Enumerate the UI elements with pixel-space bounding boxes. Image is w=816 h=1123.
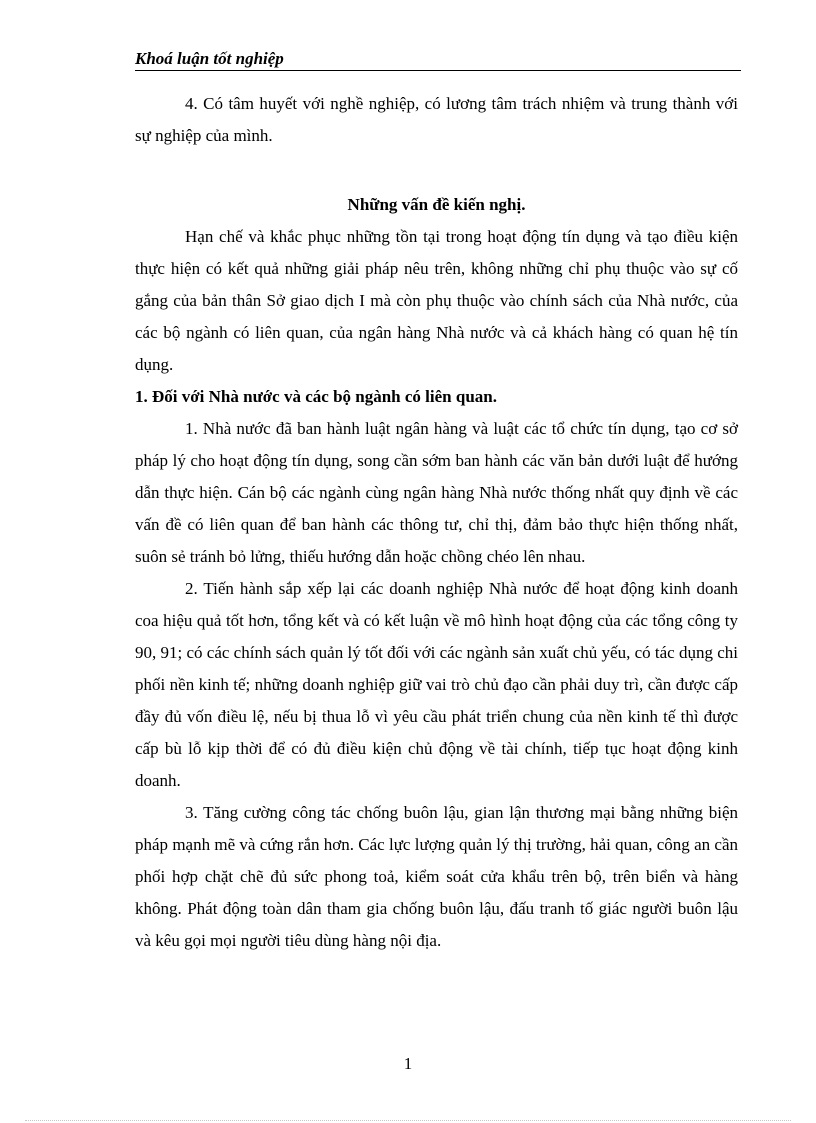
spacer [135,152,738,183]
paragraph-item-1: 1. Nhà nước đã ban hành luật ngân hàng và luật các tổ chức tín dụng, tạo cơ sở pháp lý cho hoạt động tín dụng, song cần sớm ban hành các văn bản dưới luật để hướng dẫn thực hiện. Cán bộ các ngành cùng ngân hàng Nhà nước thống nhất quy định về các vấn đề có liên quan để ban hành các thông tư, chỉ thị, đảm bảo thực hiện thống nhất, suôn sẻ tránh bỏ lửng, thiếu hướng dẫn hoặc chồng chéo lên nhau. [135,419,738,566]
page-number: 1 [403,1054,413,1073]
paragraph-item-3: 3. Tăng cường công tác chống buôn lậu, gian lận thương mại bằng những biện pháp mạnh mẽ và cứng rắn hơn. Các lực lượng quản lý thị trường, hải quan, công an cần phối hợp chặt chẽ đủ sức phong toả, kiểm soát cửa khẩu trên bộ, trên biển và hàng không. Phát động toàn dân tham gia chống buôn lậu, đấu tranh tố giác người buôn lậu và kêu gọi mọi người tiêu dùng hàng nội địa. [135,803,738,950]
paragraph-item-4: 4. Có tâm huyết với nghề nghiệp, có lương tâm trách nhiệm và trung thành với sự nghiệp của mình. [135,94,738,145]
recommendations-heading: Những vấn đề kiến nghị. [347,195,526,214]
section-1-heading: 1. Đối với Nhà nước và các bộ ngành có liên quan. [135,387,497,406]
header-title: Khoá luận tốt nghiệp [135,49,284,68]
paragraph-item-2: 2. Tiến hành sắp xếp lại các doanh nghiệp Nhà nước để hoạt động kinh doanh coa hiệu quả tốt hơn, tổng kết và có kết luận về mô hình hoạt động của các tổng công ty 90, 91; có các chính sách quản lý tốt đối với các ngành sản xuất chủ yếu, có tác dụng chi phối nền kinh tế; những doanh nghiệp giữ vai trò chủ đạo cần phải duy trì, cần được cấp đầy đủ vốn điều lệ, nếu bị thua lỗ vì yêu cầu phát triển chung của nền kinh tế thì được cấp bù lỗ kịp thời để có đủ điều kiện chủ động về tài chính, tiếp tục hoạt động kinh doanh. [135,579,738,790]
document-body [135,88,738,957]
paragraph-intro: Hạn chế và khắc phục những tồn tại trong hoạt động tín dụng và tạo điều kiện thực hiện có kết quả những giải pháp nêu trên, không những chỉ phụ thuộc vào sự cố gắng của bản thân Sở giao dịch I mà còn phụ thuộc vào chính sách của Nhà nước, của các bộ ngành có liên quan, của ngân hàng Nhà nước và cả khách hàng có quan hệ tín dụng. [135,227,738,374]
page-bottom-edge [25,1120,791,1121]
page-header [135,49,741,71]
